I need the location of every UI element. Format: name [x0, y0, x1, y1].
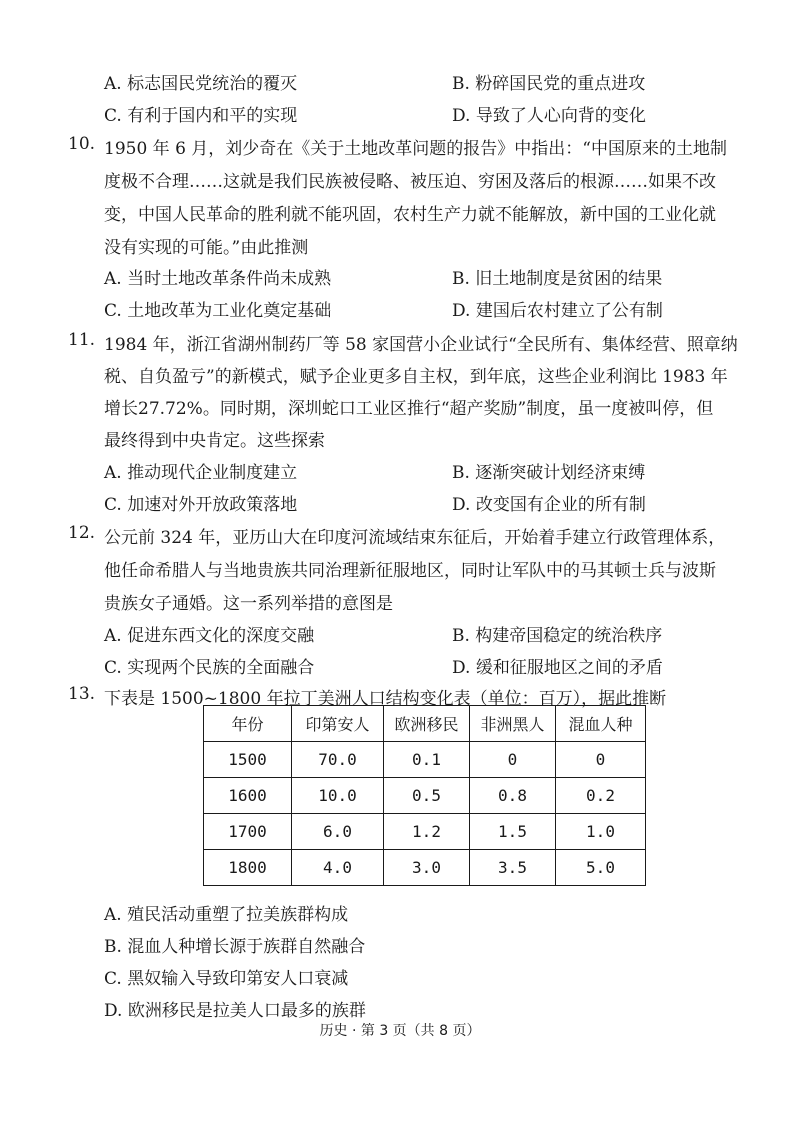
q10-stem-line: 没有实现的可能。”由此推测	[104, 238, 309, 258]
q12-option-d: D. 缓和征服地区之间的矛盾	[452, 658, 663, 678]
q9-option-c: C. 有利于国内和平的实现	[104, 106, 298, 126]
q10-stem-line: 1950 年 6 月，刘少奇在《关于土地改革问题的报告》中指出：“中国原来的土地制	[104, 139, 727, 159]
q11-stem-line: 最终得到中央肯定。这些探索	[104, 431, 325, 451]
q12-stem-line: 公元前 324 年，亚历山大在印度河流域结束东征后，开始着手建立行政管理体系，	[104, 528, 726, 548]
table-cell: 6.0	[292, 814, 384, 850]
table-row	[204, 778, 646, 814]
table-cell: 0.2	[556, 778, 646, 814]
q12-option-b: B. 构建帝国稳定的统治秩序	[452, 626, 663, 646]
table-cell: 1800	[204, 850, 292, 886]
q13-option-a: A. 殖民活动重塑了拉美族群构成	[104, 905, 349, 925]
q13-option-d: D. 欧洲移民是拉美人口最多的族群	[104, 1001, 366, 1021]
table-header-cell: 混血人种	[556, 706, 646, 742]
q13-option-c: C. 黑奴输入导致印第安人口衰减	[104, 969, 349, 989]
table-cell: 1500	[204, 742, 292, 778]
table-cell: 0.5	[384, 778, 470, 814]
q13-stem: 下表是 1500~1800 年拉丁美洲人口结构变化表（单位：百万），据此推断	[104, 689, 667, 709]
table-cell: 1700	[204, 814, 292, 850]
q13-number: 13.	[68, 684, 96, 704]
table-header-cell: 欧洲移民	[384, 706, 470, 742]
q12-option-a: A. 促进东西文化的深度交融	[104, 626, 315, 646]
table-cell: 1.5	[470, 814, 556, 850]
q11-stem-line: 1984 年，浙江省湖州制药厂等 58 家国营小企业试行“全民所有、集体经营、照章纳	[104, 335, 738, 355]
page-footer: 历史 · 第 3 页（共 8 页）	[319, 1023, 481, 1039]
table-cell: 3.0	[384, 850, 470, 886]
q13-option-b: B. 混血人种增长源于族群自然融合	[104, 937, 366, 957]
q11-option-d: D. 改变国有企业的所有制	[452, 495, 646, 515]
population-table	[203, 705, 646, 886]
q11-stem-line: 税、自负盈亏”的新模式，赋予企业更多自主权，到年底，这些企业利润比 1983 年	[104, 367, 728, 387]
table-cell: 0	[556, 742, 646, 778]
q10-stem-line: 变，中国人民革命的胜利就不能巩固，农村生产力就不能解放，新中国的工业化就	[104, 205, 716, 225]
q9-option-b: B. 粉碎国民党的重点进攻	[452, 74, 646, 94]
q12-number: 12.	[68, 523, 96, 543]
table-cell: 1600	[204, 778, 292, 814]
q10-option-b: B. 旧土地制度是贫困的结果	[452, 269, 663, 289]
table-row	[204, 814, 646, 850]
q11-option-c: C. 加速对外开放政策落地	[104, 495, 298, 515]
table-cell: 0.1	[384, 742, 470, 778]
q10-option-d: D. 建国后农村建立了公有制	[452, 301, 663, 321]
q11-stem-line: 增长27.72%。同时期，深圳蛇口工业区推行“超产奖励”制度，虽一度被叫停，但	[104, 399, 714, 419]
q10-stem-line: 度极不合理……这就是我们民族被侵略、被压迫、穷困及落后的根源……如果不改	[104, 172, 716, 192]
table-cell: 0	[470, 742, 556, 778]
table-row	[204, 850, 646, 886]
q9-option-d: D. 导致了人心向背的变化	[452, 106, 646, 126]
q11-option-b: B. 逐渐突破计划经济束缚	[452, 463, 646, 483]
table-cell: 10.0	[292, 778, 384, 814]
table-header-row	[204, 706, 646, 742]
q11-number: 11.	[68, 330, 96, 350]
q10-option-a: A. 当时土地改革条件尚未成熟	[104, 269, 332, 289]
table-cell: 0.8	[470, 778, 556, 814]
q10-option-c: C. 土地改革为工业化奠定基础	[104, 301, 332, 321]
table-cell: 3.5	[470, 850, 556, 886]
table-cell: 70.0	[292, 742, 384, 778]
q12-stem-line: 贵族女子通婚。这一系列举措的意图是	[104, 594, 393, 614]
q11-option-a: A. 推动现代企业制度建立	[104, 463, 298, 483]
q10-number: 10.	[68, 134, 96, 154]
table-cell: 4.0	[292, 850, 384, 886]
table-cell: 1.2	[384, 814, 470, 850]
q12-stem-line: 他任命希腊人与当地贵族共同治理新征服地区，同时让军队中的马其顿士兵与波斯	[104, 561, 716, 581]
q12-option-c: C. 实现两个民族的全面融合	[104, 658, 315, 678]
table-row	[204, 742, 646, 778]
table-header-cell: 非洲黑人	[470, 706, 556, 742]
q9-option-a: A. 标志国民党统治的覆灭	[104, 74, 298, 94]
table-cell: 1.0	[556, 814, 646, 850]
table-header-cell: 印第安人	[292, 706, 384, 742]
table-header-cell: 年份	[204, 706, 292, 742]
table-cell: 5.0	[556, 850, 646, 886]
